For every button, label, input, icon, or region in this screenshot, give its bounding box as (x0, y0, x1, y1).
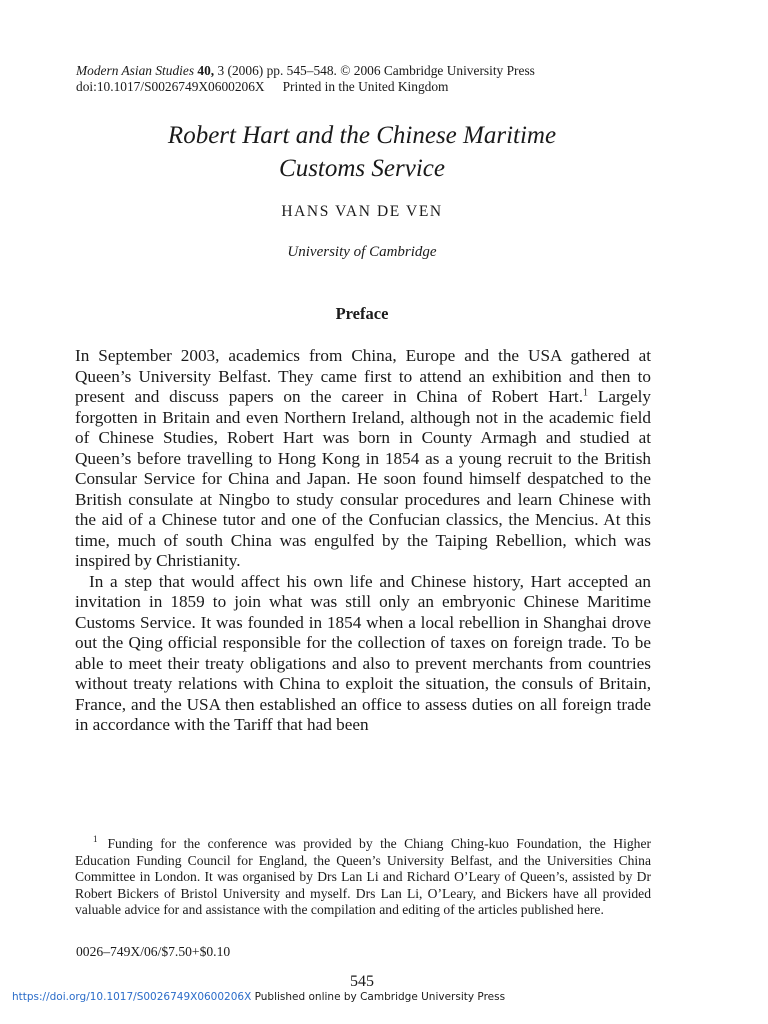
doi-link[interactable]: https://doi.org/10.1017/S0026749X0600206X (12, 991, 252, 1003)
paragraph-1-part-1: In September 2003, academics from China, Europe and the USA gathered at Queen’s University Belfast. They came first to attend an exhibition and then to present and discuss papers on the career in China of Robert Hart. (75, 346, 651, 406)
footnote (75, 836, 651, 919)
body-text (75, 346, 651, 736)
header-doi: doi:10.1017/S0026749X0600206X (76, 79, 265, 94)
download-notice (12, 991, 505, 1003)
journal-issue-pages: 3 (2006) pp. 545–548. © 2006 Cambridge University Press (214, 63, 535, 78)
footnote-number: 1 (93, 834, 98, 845)
paragraph-1 (75, 346, 651, 572)
footnote-reference-mark[interactable]: 1 (583, 387, 588, 399)
section-heading: Preface (335, 304, 389, 323)
author-affiliation: University of Cambridge (287, 244, 437, 260)
header-doi-line (76, 79, 696, 95)
article-title-line-2: Customs Service (279, 155, 445, 182)
header-citation-line (76, 63, 696, 79)
article-title-line-1: Robert Hart and the Chinese Maritime (167, 122, 557, 149)
article-author: HANS VAN DE VEN (281, 203, 443, 220)
header-printed: Printed in the United Kingdom (282, 79, 449, 94)
article-title (76, 119, 648, 185)
published-online-text: Published online by Cambridge University Press (251, 991, 506, 1003)
page-number: 545 (350, 973, 374, 990)
running-header (76, 63, 696, 95)
footnote-text: Funding for the conference was provided by the Chiang Ching-kuo Foundation, the Higher Education Funding Council for England, the Queen’s University Belfast, and the Universities China Committee in London. It was organised by Drs Lan Li and Richard O’Leary of Queen’s, assisted by Dr Robert Bickers of Bristol University and myself. Drs Lan Li, O’Leary, and Bickers have all provided valuable advice for and assistance with the compilation and editing of the articles published here. (75, 836, 651, 917)
journal-volume: 40, (197, 63, 215, 78)
paragraph-2: In a step that would affect his own life and Chinese history, Hart accepted an invitation in 1859 to join what was still only an embryonic Chinese Maritime Customs Service. It was founded in 1854 when a local rebellion in Shanghai drove out the Qing official responsible for the collection of taxes on foreign trade. To be able to meet their treaty obligations and also to prevent merchants from countries without treaty relations with China to exploit the situation, the consuls of Britain, France, and the USA then established an office to assess duties on all foreign trade in accordance with the Tariff that had been (75, 571, 651, 734)
paragraph-1-part-2: Largely forgotten in Britain and even Northern Ireland, although not in the academic field of Chinese Studies, Robert Hart was born in County Armagh and studied at Queen’s before travelling to Hong Kong in 1854 as a young recruit to the British Consular Service for China and Japan. He soon found himself despatched to the British consulate at Ningbo to study consular procedures and learn Chinese with the aid of a Chinese tutor and one of the Confucian classics, the Mencius. At this time, much of south China was engulfed by the Taiping Rebellion, which was inspired by Christianity. (75, 387, 651, 570)
price-code: 0026–749X/06/$7.50+$0.10 (76, 944, 231, 959)
journal-name: Modern Asian Studies (76, 63, 195, 78)
